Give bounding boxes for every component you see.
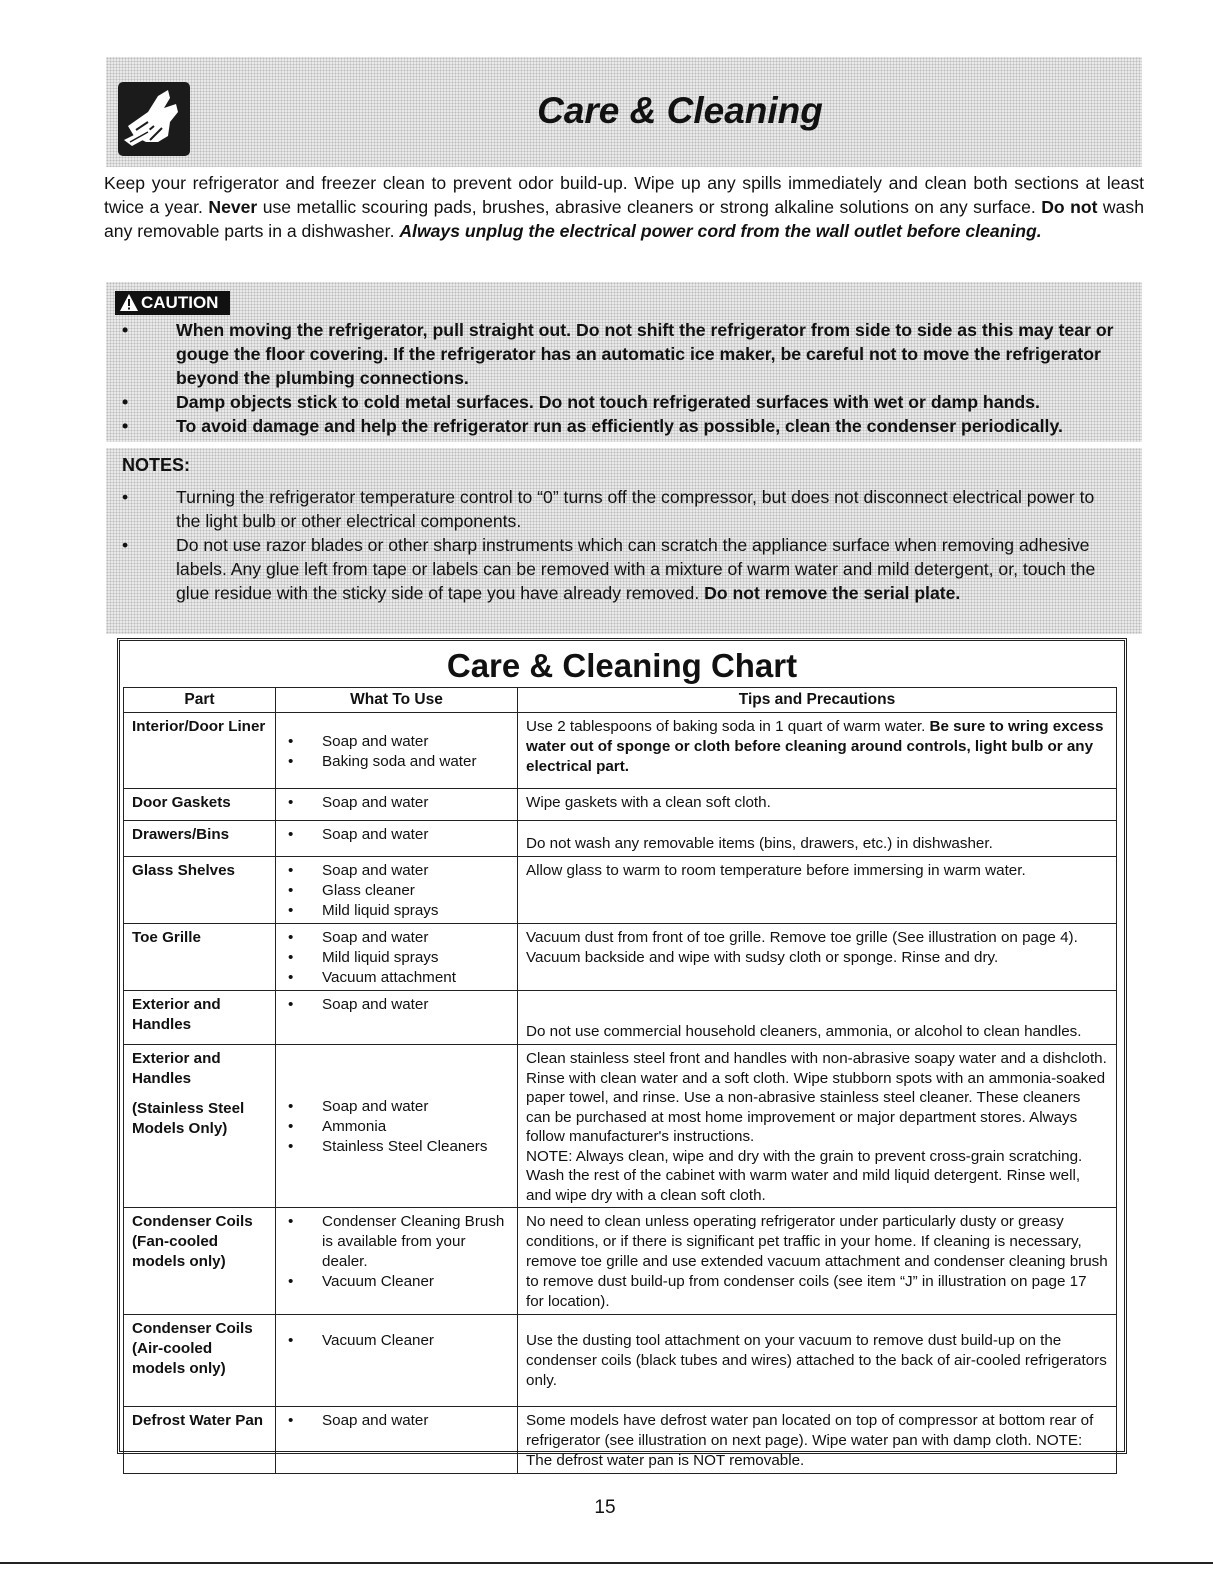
header-part: Part [124, 688, 276, 713]
warning-triangle-icon [119, 293, 139, 313]
cell-use: • Vacuum Cleaner [276, 1315, 518, 1407]
cell-use: • Soap and water [276, 789, 518, 821]
cell-tips: Some models have defrost water pan located on top of compressor at bottom rear of refrigerator (see illustration on next page). Wipe water pan with damp cloth. NOTE: The defrost water pan is NOT removable. [518, 1407, 1117, 1474]
page-number: 15 [594, 1497, 616, 1518]
table-row [124, 924, 1117, 991]
cell-tips: Vacuum dust from front of toe grille. Remove toe grille (See illustration on page 4). Vacuum backside and wipe with sudsy cloth or sponge. Rinse and dry. [518, 924, 1117, 991]
chart-title: Care & Cleaning Chart [446, 647, 798, 684]
cell-use: • Soap and water • Mild liquid sprays • Vacuum attachment [276, 924, 518, 991]
notes-title: NOTES: [122, 455, 191, 475]
cell-use: • Soap and water • Baking soda and water [276, 713, 518, 789]
hand-wiping-icon [118, 82, 190, 156]
cell-part: Condenser Coils (Fan-cooled models only) [124, 1208, 276, 1315]
cell-part: Condenser Coils (Air-cooled models only) [124, 1315, 276, 1407]
page-title: Care & Cleaning [537, 90, 823, 131]
cell-use: • Soap and water • Glass cleaner • Mild liquid sprays [276, 857, 518, 924]
chart-table [123, 687, 1117, 1474]
cell-tips: No need to clean unless operating refrigerator under particularly dusty or greasy conditions, or if there is significant pet traffic in your home. If cleaning is necessary, remove toe grille and use extended vacuum attachment and condenser cleaning brush to remove dust build-up from condenser coils (see item “J” in illustration on page 17 for location). [518, 1208, 1117, 1315]
table-row [124, 991, 1117, 1045]
cell-use: • Soap and water • Ammonia • Stainless Steel Cleaners [276, 1045, 518, 1208]
care-cleaning-chart [117, 638, 1127, 1469]
note-item: • Turning the refrigerator temperature control to “0” turns off the compressor, but does not disconnect electrical power to the light bulb or other electrical components. [122, 487, 1095, 531]
cell-part: Defrost Water Pan [124, 1407, 276, 1474]
cell-tips: Wipe gaskets with a clean soft cloth. [518, 789, 1117, 821]
cell-part: Drawers/Bins [124, 821, 276, 857]
cell-part: Exterior and Handles (Stainless Steel Models Only) [124, 1045, 276, 1208]
notes-list [122, 485, 1122, 605]
caution-item: • Damp objects stick to cold metal surfaces. Do not touch refrigerated surfaces with wet or damp hands. [122, 392, 1040, 412]
cell-part: Glass Shelves [124, 857, 276, 924]
caution-list [122, 318, 1132, 438]
header-tips: Tips and Precautions [518, 688, 1117, 713]
cell-tips: Clean stainless steel front and handles with non-abrasive soapy water and a dishcloth. Rinse with clean water and a soft cloth. Wipe stubborn spots with an ammonia-soaked paper towel, and rinse. Use a non-abrasive stainless steel cleaner. These cleaners can be purchased at most home improvement or major department stores. Always follow manufacturer's instructions. NOTE: Always clean, wipe and dry with the grain to prevent cross-grain scratching. Wash the rest of the cabinet with warm water and mild liquid detergent. Rinse well, and wipe dry with a clean soft cloth. [518, 1045, 1117, 1208]
bottom-rule [0, 1562, 1213, 1564]
cell-tips: Do not wash any removable items (bins, drawers, etc.) in dishwasher. [518, 821, 1117, 857]
header-what-to-use: What To Use [276, 688, 518, 713]
caution-item: • When moving the refrigerator, pull straight out. Do not shift the refrigerator from side to side as this may tear or gouge the floor covering. If the refrigerator has an automatic ice maker, be careful not to move the refrigerator beyond the plumbing connections. [122, 320, 1114, 388]
cell-tips: Use 2 tablespoons of baking soda in 1 quart of warm water. Be sure to wring excess water out of sponge or cloth before cleaning around controls, light bulb or any electrical part. [518, 713, 1117, 789]
cell-use: • Soap and water [276, 991, 518, 1045]
cell-part: Exterior and Handles [124, 991, 276, 1045]
cell-part: Toe Grille [124, 924, 276, 991]
table-row [124, 713, 1117, 789]
cell-tips: Do not use commercial household cleaners, ammonia, or alcohol to clean handles. [518, 991, 1117, 1045]
table-row [124, 1407, 1117, 1474]
table-header-row [124, 688, 1117, 713]
cell-tips: Use the dusting tool attachment on your vacuum to remove dust build-up on the condenser coils (black tubes and wires) attached to the back of air-cooled refrigerators only. [518, 1315, 1117, 1407]
table-row [124, 857, 1117, 924]
cell-part: Interior/Door Liner [124, 713, 276, 789]
table-row [124, 1315, 1117, 1407]
table-row [124, 789, 1117, 821]
table-row [124, 1045, 1117, 1208]
table-row [124, 821, 1117, 857]
caution-label: CAUTION [115, 291, 230, 315]
caution-item: • To avoid damage and help the refrigerator run as efficiently as possible, clean the condenser periodically. [122, 416, 1063, 436]
cell-use: • Soap and water [276, 1407, 518, 1474]
cell-part: Door Gaskets [124, 789, 276, 821]
intro-paragraph: Keep your refrigerator and freezer clean to prevent odor build-up. Wipe up any spills immediately and clean both sections at least twice a year. Never use metallic scouring pads, brushes, abrasive cleaners or strong alkaline solutions on any surface. Do not wash any removable parts in a dishwasher. Always unplug the electrical power cord from the wall outlet before cleaning. [104, 173, 1144, 241]
table-row [124, 1208, 1117, 1315]
note-item: • Do not use razor blades or other sharp instruments which can scratch the appliance surface when removing adhesive labels. Any glue left from tape or labels can be removed with a mixture of warm water and mild detergent, or, touch the glue residue with the sticky side of tape you have already removed. Do not remove the serial plate. [122, 535, 1096, 603]
cell-tips: Allow glass to warm to room temperature before immersing in warm water. [518, 857, 1117, 924]
cell-use: • Condenser Cleaning Brush is available from your dealer. • Vacuum Cleaner [276, 1208, 518, 1315]
cell-use: • Soap and water [276, 821, 518, 857]
